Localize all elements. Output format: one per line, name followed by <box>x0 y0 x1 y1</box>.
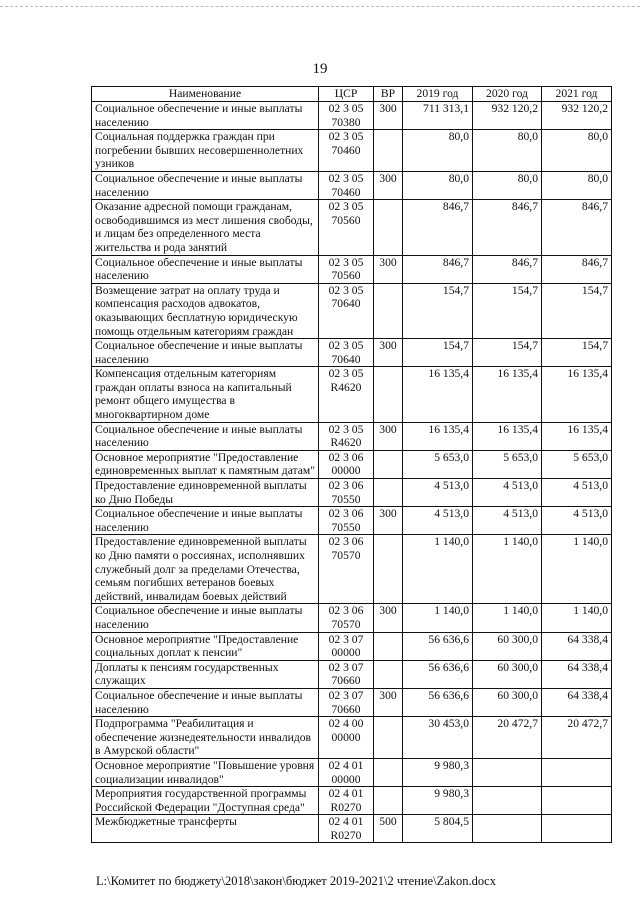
cell-name: Предоставление единовременной выплаты ко Дню Победы <box>92 479 319 507</box>
cell-2020: 80,0 <box>473 130 542 172</box>
cell-2019: 56 636,6 <box>403 688 473 716</box>
cell-2020: 4 513,0 <box>473 507 542 535</box>
table-header-row <box>92 87 612 102</box>
cell-2019: 4 513,0 <box>403 507 473 535</box>
cell-name: Социальное обеспечение и иные выплаты населению <box>92 507 319 535</box>
cell-csr: 02 3 07 00000 <box>319 632 374 660</box>
cell-csr: 02 4 01 00000 <box>319 758 374 786</box>
cell-name: Социальное обеспечение и иные выплаты населению <box>92 255 319 283</box>
cell-2021: 154,7 <box>542 283 612 338</box>
cell-2021: 16 135,4 <box>542 422 612 450</box>
cell-vr <box>374 283 403 338</box>
cell-2020: 60 300,0 <box>473 632 542 660</box>
cell-csr: 02 3 05 70560 <box>319 200 374 255</box>
budget-table <box>91 86 612 843</box>
cell-name: Предоставление единовременной выплаты ко Дню памяти о россиянах, исполнявших служебный долг за пределами Отечества, семьям погибших ветеранов боевых действий, инвалидам боевых действий <box>92 535 319 604</box>
footer-file-path: L:\Комитет по бюджету\2018\закон\бюджет 2019-2021\2 чтение\Zakon.docx <box>96 874 496 888</box>
cell-vr <box>374 367 403 422</box>
cell-name: Социальное обеспечение и иные выплаты населению <box>92 604 319 632</box>
cell-2019: 9 980,3 <box>403 758 473 786</box>
cell-csr: 02 3 05 70640 <box>319 283 374 338</box>
cell-2021: 16 135,4 <box>542 367 612 422</box>
table-row <box>92 507 612 535</box>
table-row <box>92 367 612 422</box>
cell-vr: 300 <box>374 422 403 450</box>
cell-2020: 16 135,4 <box>473 422 542 450</box>
cell-vr <box>374 450 403 478</box>
table-row <box>92 758 612 786</box>
scan-top-edge <box>0 6 640 7</box>
cell-2020 <box>473 815 542 843</box>
page-number: 19 <box>312 61 328 77</box>
cell-2020: 846,7 <box>473 255 542 283</box>
table-row <box>92 660 612 688</box>
cell-name: Основное мероприятие "Предоставление социальных доплат к пенсии" <box>92 632 319 660</box>
cell-vr <box>374 717 403 759</box>
cell-name: Доплаты к пенсиям государственных служащих <box>92 660 319 688</box>
cell-2019: 4 513,0 <box>403 479 473 507</box>
cell-csr: 02 3 07 70660 <box>319 688 374 716</box>
cell-csr: 02 3 06 70550 <box>319 507 374 535</box>
cell-2020: 1 140,0 <box>473 604 542 632</box>
cell-csr: 02 3 05 70380 <box>319 102 374 130</box>
cell-2019: 1 140,0 <box>403 535 473 604</box>
cell-2019: 30 453,0 <box>403 717 473 759</box>
table-row <box>92 450 612 478</box>
cell-2019: 16 135,4 <box>403 422 473 450</box>
cell-2021: 932 120,2 <box>542 102 612 130</box>
cell-2020: 80,0 <box>473 171 542 199</box>
cell-2020: 154,7 <box>473 339 542 367</box>
cell-vr: 300 <box>374 102 403 130</box>
cell-vr: 300 <box>374 688 403 716</box>
cell-2019: 846,7 <box>403 255 473 283</box>
cell-vr <box>374 200 403 255</box>
cell-2020: 20 472,7 <box>473 717 542 759</box>
cell-vr <box>374 660 403 688</box>
cell-2019: 80,0 <box>403 130 473 172</box>
cell-vr <box>374 130 403 172</box>
table-row <box>92 339 612 367</box>
cell-csr: 02 3 05 70560 <box>319 255 374 283</box>
cell-2019: 711 313,1 <box>403 102 473 130</box>
cell-2019: 154,7 <box>403 339 473 367</box>
header-2020: 2020 год <box>473 87 542 102</box>
cell-2020: 60 300,0 <box>473 660 542 688</box>
table-row <box>92 717 612 759</box>
cell-2021: 4 513,0 <box>542 479 612 507</box>
table-row <box>92 283 612 338</box>
header-vr: ВР <box>374 87 403 102</box>
cell-name: Мероприятия государственной программы Российской Федерации "Доступная среда" <box>92 787 319 815</box>
cell-2021: 20 472,7 <box>542 717 612 759</box>
header-2021: 2021 год <box>542 87 612 102</box>
cell-vr: 300 <box>374 507 403 535</box>
cell-vr: 300 <box>374 604 403 632</box>
table-row <box>92 479 612 507</box>
cell-vr <box>374 787 403 815</box>
cell-2020: 4 513,0 <box>473 479 542 507</box>
cell-2021: 64 338,4 <box>542 632 612 660</box>
cell-2021 <box>542 787 612 815</box>
cell-vr <box>374 479 403 507</box>
cell-vr: 300 <box>374 171 403 199</box>
cell-vr <box>374 632 403 660</box>
cell-2019: 9 980,3 <box>403 787 473 815</box>
cell-csr: 02 3 06 70550 <box>319 479 374 507</box>
table-row <box>92 688 612 716</box>
cell-2019: 16 135,4 <box>403 367 473 422</box>
table-row <box>92 171 612 199</box>
cell-vr <box>374 535 403 604</box>
cell-name: Компенсация отдельным категориям граждан оплаты взноса на капитальный ремонт общего имущества в многоквартирном доме <box>92 367 319 422</box>
table-row <box>92 422 612 450</box>
cell-name: Социальное обеспечение и иные выплаты населению <box>92 102 319 130</box>
cell-2019: 846,7 <box>403 200 473 255</box>
table-row <box>92 787 612 815</box>
cell-2021: 846,7 <box>542 200 612 255</box>
cell-2021: 5 653,0 <box>542 450 612 478</box>
cell-2020: 932 120,2 <box>473 102 542 130</box>
cell-2021: 846,7 <box>542 255 612 283</box>
cell-2019: 56 636,6 <box>403 660 473 688</box>
cell-2019: 5 804,5 <box>403 815 473 843</box>
cell-2021: 80,0 <box>542 171 612 199</box>
cell-vr: 300 <box>374 255 403 283</box>
cell-2021: 64 338,4 <box>542 688 612 716</box>
cell-2021: 80,0 <box>542 130 612 172</box>
table-row <box>92 255 612 283</box>
cell-2020: 154,7 <box>473 283 542 338</box>
cell-csr: 02 3 05 R4620 <box>319 422 374 450</box>
cell-name: Основное мероприятие "Предоставление единовременных выплат к памятным датам" <box>92 450 319 478</box>
cell-csr: 02 3 06 70570 <box>319 604 374 632</box>
cell-vr: 500 <box>374 815 403 843</box>
cell-2020: 60 300,0 <box>473 688 542 716</box>
cell-2020 <box>473 787 542 815</box>
cell-csr: 02 4 00 00000 <box>319 717 374 759</box>
cell-2020: 16 135,4 <box>473 367 542 422</box>
cell-2021: 64 338,4 <box>542 660 612 688</box>
cell-2019: 1 140,0 <box>403 604 473 632</box>
table-row <box>92 200 612 255</box>
cell-2019: 80,0 <box>403 171 473 199</box>
table-body <box>92 102 612 843</box>
cell-csr: 02 4 01 R0270 <box>319 815 374 843</box>
cell-name: Социальное обеспечение и иные выплаты населению <box>92 422 319 450</box>
cell-csr: 02 3 05 R4620 <box>319 367 374 422</box>
header-name: Наименование <box>92 87 319 102</box>
cell-name: Социальное обеспечение и иные выплаты населению <box>92 339 319 367</box>
cell-csr: 02 3 07 70660 <box>319 660 374 688</box>
header-2019: 2019 год <box>403 87 473 102</box>
cell-2021 <box>542 815 612 843</box>
cell-csr: 02 3 05 70640 <box>319 339 374 367</box>
cell-csr: 02 4 01 R0270 <box>319 787 374 815</box>
cell-2020: 1 140,0 <box>473 535 542 604</box>
cell-name: Основное мероприятие "Повышение уровня социализации инвалидов" <box>92 758 319 786</box>
cell-2021: 1 140,0 <box>542 535 612 604</box>
cell-vr <box>374 758 403 786</box>
cell-2021: 1 140,0 <box>542 604 612 632</box>
cell-2021 <box>542 758 612 786</box>
cell-name: Межбюджетные трансферты <box>92 815 319 843</box>
cell-name: Возмещение затрат на оплату труда и компенсация расходов адвокатов, оказывающих бесплатную юридическую помощь отдельным категориям граждан <box>92 283 319 338</box>
cell-2021: 154,7 <box>542 339 612 367</box>
cell-csr: 02 3 06 70570 <box>319 535 374 604</box>
table-row <box>92 604 612 632</box>
cell-name: Социальное обеспечение и иные выплаты населению <box>92 171 319 199</box>
cell-name: Оказание адресной помощи гражданам, освободившимся из мест лишения свободы, и лицам без определенного места жительства и рода занятий <box>92 200 319 255</box>
cell-name: Социальное обеспечение и иные выплаты населению <box>92 688 319 716</box>
cell-vr: 300 <box>374 339 403 367</box>
table-row <box>92 632 612 660</box>
cell-2020 <box>473 758 542 786</box>
table-row <box>92 130 612 172</box>
cell-2019: 5 653,0 <box>403 450 473 478</box>
cell-csr: 02 3 05 70460 <box>319 130 374 172</box>
cell-name: Подпрограмма "Реабилитация и обеспечение жизнедеятельности инвалидов в Амурской области" <box>92 717 319 759</box>
header-csr: ЦСР <box>319 87 374 102</box>
table-row <box>92 535 612 604</box>
cell-name: Социальная поддержка граждан при погребении бывших несовершеннолетних узников <box>92 130 319 172</box>
cell-2020: 846,7 <box>473 200 542 255</box>
table-row <box>92 102 612 130</box>
cell-2020: 5 653,0 <box>473 450 542 478</box>
table-row <box>92 815 612 843</box>
cell-2021: 4 513,0 <box>542 507 612 535</box>
cell-2019: 56 636,6 <box>403 632 473 660</box>
cell-csr: 02 3 06 00000 <box>319 450 374 478</box>
cell-csr: 02 3 05 70460 <box>319 171 374 199</box>
cell-2019: 154,7 <box>403 283 473 338</box>
